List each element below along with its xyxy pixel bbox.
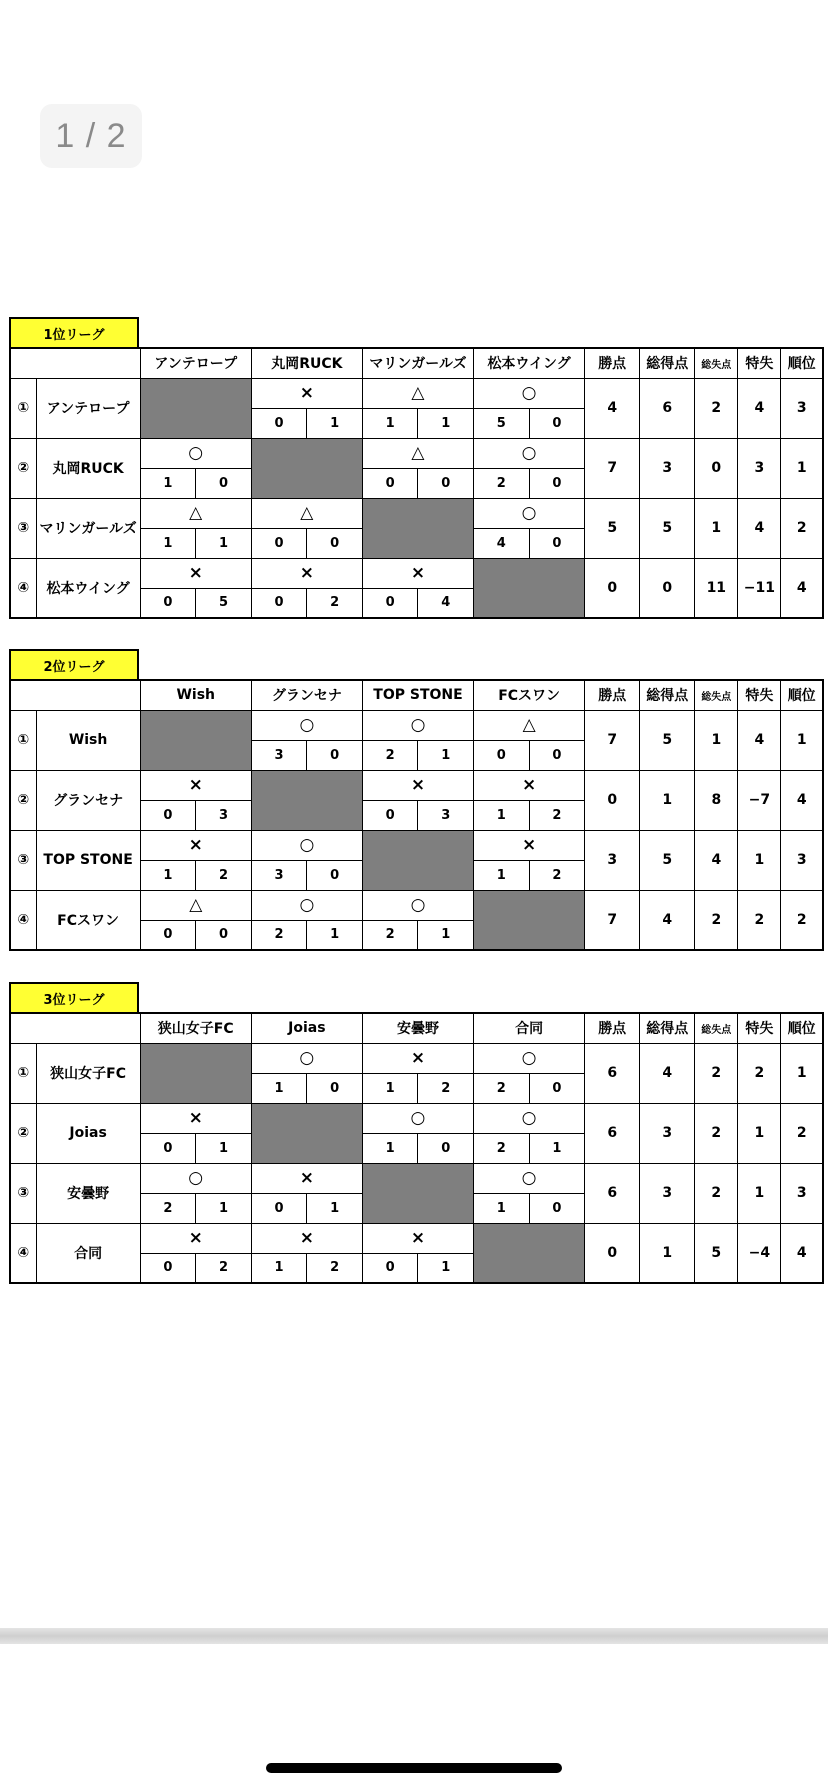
team-header: TOP STONE bbox=[362, 680, 473, 710]
goals-for: 0 bbox=[251, 528, 307, 558]
goals-for: 0 bbox=[140, 920, 196, 950]
league-2nd bbox=[9, 649, 824, 951]
team-name: マリンガールズ bbox=[36, 498, 140, 558]
result-symbol: × bbox=[362, 770, 473, 800]
stat-value: 4 bbox=[738, 378, 781, 438]
goals-against: 3 bbox=[196, 800, 252, 830]
league-title: 2位リーグ bbox=[9, 649, 139, 679]
league-table bbox=[9, 347, 824, 619]
row-number: ① bbox=[10, 378, 36, 438]
result-symbol: △ bbox=[251, 498, 362, 528]
stat-value: 1 bbox=[781, 710, 823, 770]
team-row bbox=[10, 830, 823, 860]
goals-against: 2 bbox=[529, 800, 585, 830]
stat-value: 0 bbox=[585, 770, 640, 830]
goals-against: 1 bbox=[418, 408, 474, 438]
goals-for: 4 bbox=[474, 528, 530, 558]
stat-value: 6 bbox=[585, 1103, 640, 1163]
self-match-cell bbox=[474, 558, 585, 618]
league-table bbox=[9, 679, 824, 951]
result-symbol: ○ bbox=[251, 710, 362, 740]
stat-value: 0 bbox=[585, 1223, 640, 1283]
result-symbol: ○ bbox=[251, 1043, 362, 1073]
goals-against: 3 bbox=[418, 800, 474, 830]
stat-value: 2 bbox=[695, 378, 738, 438]
team-name: 松本ウイング bbox=[36, 558, 140, 618]
result-symbol: × bbox=[251, 1163, 362, 1193]
goals-against: 1 bbox=[529, 1133, 585, 1163]
result-symbol: △ bbox=[362, 438, 473, 468]
result-symbol: × bbox=[251, 558, 362, 588]
goals-for: 0 bbox=[362, 588, 418, 618]
stat-value: 5 bbox=[695, 1223, 738, 1283]
goals-for: 1 bbox=[474, 800, 530, 830]
league-table bbox=[9, 1012, 824, 1284]
team-header: 丸岡RUCK bbox=[251, 348, 362, 378]
stat-value: 3 bbox=[585, 830, 640, 890]
row-number: ② bbox=[10, 770, 36, 830]
stat-value: −4 bbox=[738, 1223, 781, 1283]
goals-for: 1 bbox=[362, 408, 418, 438]
row-number: ② bbox=[10, 438, 36, 498]
goals-for: 1 bbox=[362, 1133, 418, 1163]
stat-value: 5 bbox=[585, 498, 640, 558]
row-number: ③ bbox=[10, 1163, 36, 1223]
goals-for: 2 bbox=[474, 1073, 530, 1103]
stat-value: 4 bbox=[640, 890, 695, 950]
corner-cell bbox=[10, 348, 140, 378]
row-number: ④ bbox=[10, 558, 36, 618]
goals-against: 0 bbox=[196, 920, 252, 950]
result-symbol: △ bbox=[140, 498, 251, 528]
stat-value: 7 bbox=[585, 710, 640, 770]
stat-value: 11 bbox=[695, 558, 738, 618]
stat-value: −7 bbox=[738, 770, 781, 830]
header-row bbox=[10, 680, 823, 710]
result-symbol: × bbox=[140, 770, 251, 800]
goals-for: 2 bbox=[362, 920, 418, 950]
self-match-cell bbox=[474, 1223, 585, 1283]
goals-against: 1 bbox=[196, 1133, 252, 1163]
stat-value: 1 bbox=[781, 1043, 823, 1103]
stat-value: 6 bbox=[585, 1043, 640, 1103]
goals-against: 0 bbox=[307, 740, 363, 770]
stat-header: 総得点 bbox=[640, 1013, 695, 1043]
stat-value: 6 bbox=[585, 1163, 640, 1223]
goals-against: 2 bbox=[307, 588, 363, 618]
team-header: Wish bbox=[140, 680, 251, 710]
goals-for: 0 bbox=[362, 800, 418, 830]
stat-value: 2 bbox=[781, 498, 823, 558]
team-row bbox=[10, 438, 823, 468]
stat-header: 順位 bbox=[781, 348, 823, 378]
team-row bbox=[10, 1163, 823, 1193]
stat-header: 順位 bbox=[781, 1013, 823, 1043]
result-symbol: × bbox=[362, 1223, 473, 1253]
corner-cell bbox=[10, 680, 140, 710]
stat-value: 4 bbox=[695, 830, 738, 890]
team-header: 合同 bbox=[474, 1013, 585, 1043]
goals-for: 1 bbox=[140, 860, 196, 890]
team-name: 安曇野 bbox=[36, 1163, 140, 1223]
team-header: Joias bbox=[251, 1013, 362, 1043]
row-number: ④ bbox=[10, 1223, 36, 1283]
team-row bbox=[10, 1223, 823, 1253]
stat-value: 2 bbox=[738, 890, 781, 950]
goals-against: 0 bbox=[529, 408, 585, 438]
team-header: 安曇野 bbox=[362, 1013, 473, 1043]
stat-header: 総得点 bbox=[640, 348, 695, 378]
result-symbol: × bbox=[474, 830, 585, 860]
self-match-cell bbox=[140, 1043, 251, 1103]
result-symbol: × bbox=[251, 378, 362, 408]
goals-for: 2 bbox=[362, 740, 418, 770]
goals-against: 2 bbox=[418, 1073, 474, 1103]
self-match-cell bbox=[362, 1163, 473, 1223]
stat-value: 2 bbox=[695, 1043, 738, 1103]
goals-against: 2 bbox=[529, 860, 585, 890]
stat-value: 2 bbox=[781, 890, 823, 950]
header-row bbox=[10, 1013, 823, 1043]
stat-header: 勝点 bbox=[585, 348, 640, 378]
goals-against: 2 bbox=[196, 860, 252, 890]
stat-value: 7 bbox=[585, 890, 640, 950]
result-symbol: × bbox=[474, 770, 585, 800]
result-symbol: ○ bbox=[362, 890, 473, 920]
stat-value: 4 bbox=[640, 1043, 695, 1103]
result-symbol: ○ bbox=[474, 438, 585, 468]
goals-for: 1 bbox=[474, 860, 530, 890]
goals-against: 0 bbox=[529, 740, 585, 770]
result-symbol: × bbox=[140, 558, 251, 588]
goals-for: 5 bbox=[474, 408, 530, 438]
goals-against: 0 bbox=[307, 1073, 363, 1103]
goals-against: 4 bbox=[418, 588, 474, 618]
stat-value: 1 bbox=[640, 770, 695, 830]
self-match-cell bbox=[140, 378, 251, 438]
result-symbol: △ bbox=[362, 378, 473, 408]
stat-header: 特失 bbox=[738, 1013, 781, 1043]
goals-against: 1 bbox=[307, 1193, 363, 1223]
row-number: ③ bbox=[10, 830, 36, 890]
stat-value: 2 bbox=[738, 1043, 781, 1103]
league-3rd bbox=[9, 982, 824, 1284]
goals-for: 2 bbox=[474, 1133, 530, 1163]
self-match-cell bbox=[362, 498, 473, 558]
result-symbol: ○ bbox=[474, 1043, 585, 1073]
result-symbol: ○ bbox=[474, 1163, 585, 1193]
goals-against: 1 bbox=[418, 740, 474, 770]
goals-against: 0 bbox=[418, 1133, 474, 1163]
stat-value: 3 bbox=[738, 438, 781, 498]
team-row bbox=[10, 558, 823, 588]
stat-value: 2 bbox=[695, 890, 738, 950]
result-symbol: ○ bbox=[474, 1103, 585, 1133]
team-name: 狭山女子FC bbox=[36, 1043, 140, 1103]
row-number: ③ bbox=[10, 498, 36, 558]
result-symbol: ○ bbox=[251, 890, 362, 920]
stat-value: 4 bbox=[781, 558, 823, 618]
stat-value: 0 bbox=[640, 558, 695, 618]
row-number: ② bbox=[10, 1103, 36, 1163]
stat-header: 勝点 bbox=[585, 1013, 640, 1043]
result-symbol: ○ bbox=[140, 1163, 251, 1193]
goals-for: 1 bbox=[140, 468, 196, 498]
corner-cell bbox=[10, 1013, 140, 1043]
stat-value: 1 bbox=[738, 1103, 781, 1163]
result-symbol: × bbox=[140, 1103, 251, 1133]
result-symbol: ○ bbox=[362, 710, 473, 740]
team-row bbox=[10, 1043, 823, 1073]
goals-for: 0 bbox=[251, 408, 307, 438]
stat-value: 4 bbox=[781, 770, 823, 830]
team-row bbox=[10, 890, 823, 920]
goals-for: 0 bbox=[362, 468, 418, 498]
self-match-cell bbox=[140, 710, 251, 770]
stat-value: 6 bbox=[640, 378, 695, 438]
result-symbol: ○ bbox=[474, 498, 585, 528]
stat-header: 総失点 bbox=[695, 348, 738, 378]
stat-value: 1 bbox=[738, 830, 781, 890]
goals-for: 2 bbox=[474, 468, 530, 498]
team-header: アンテロープ bbox=[140, 348, 251, 378]
result-symbol: ○ bbox=[251, 830, 362, 860]
stat-value: 3 bbox=[781, 1163, 823, 1223]
row-number: ④ bbox=[10, 890, 36, 950]
goals-against: 1 bbox=[196, 528, 252, 558]
goals-for: 2 bbox=[140, 1193, 196, 1223]
goals-for: 2 bbox=[251, 920, 307, 950]
result-symbol: △ bbox=[140, 890, 251, 920]
goals-for: 0 bbox=[251, 1193, 307, 1223]
stat-value: 3 bbox=[640, 1163, 695, 1223]
goals-against: 0 bbox=[307, 528, 363, 558]
team-header: グランセナ bbox=[251, 680, 362, 710]
stat-header: 順位 bbox=[781, 680, 823, 710]
stat-value: 4 bbox=[738, 498, 781, 558]
stat-value: 1 bbox=[640, 1223, 695, 1283]
team-name: 丸岡RUCK bbox=[36, 438, 140, 498]
row-number: ① bbox=[10, 1043, 36, 1103]
stat-value: 3 bbox=[640, 438, 695, 498]
result-symbol: × bbox=[251, 1223, 362, 1253]
goals-for: 0 bbox=[474, 740, 530, 770]
team-name: FCスワン bbox=[36, 890, 140, 950]
goals-against: 1 bbox=[196, 1193, 252, 1223]
goals-for: 3 bbox=[251, 860, 307, 890]
result-symbol: × bbox=[362, 1043, 473, 1073]
stat-value: −11 bbox=[738, 558, 781, 618]
league-title: 1位リーグ bbox=[9, 317, 139, 347]
team-row bbox=[10, 710, 823, 740]
result-symbol: ○ bbox=[474, 378, 585, 408]
goals-against: 0 bbox=[418, 468, 474, 498]
stat-value: 3 bbox=[781, 378, 823, 438]
result-symbol: ○ bbox=[140, 438, 251, 468]
goals-against: 0 bbox=[307, 860, 363, 890]
goals-against: 2 bbox=[196, 1253, 252, 1283]
goals-for: 1 bbox=[251, 1073, 307, 1103]
stat-header: 特失 bbox=[738, 680, 781, 710]
stat-value: 5 bbox=[640, 710, 695, 770]
horizontal-scrollbar[interactable] bbox=[0, 1628, 828, 1644]
team-name: アンテロープ bbox=[36, 378, 140, 438]
goals-against: 2 bbox=[307, 1253, 363, 1283]
header-row bbox=[10, 348, 823, 378]
result-symbol: × bbox=[140, 830, 251, 860]
team-row bbox=[10, 498, 823, 528]
stat-value: 5 bbox=[640, 830, 695, 890]
goals-against: 1 bbox=[307, 920, 363, 950]
goals-for: 1 bbox=[140, 528, 196, 558]
result-symbol: ○ bbox=[362, 1103, 473, 1133]
stat-header: 総失点 bbox=[695, 680, 738, 710]
stat-value: 0 bbox=[585, 558, 640, 618]
result-symbol: × bbox=[362, 558, 473, 588]
goals-against: 5 bbox=[196, 588, 252, 618]
team-row bbox=[10, 378, 823, 408]
stat-value: 4 bbox=[781, 1223, 823, 1283]
team-name: 合同 bbox=[36, 1223, 140, 1283]
goals-for: 0 bbox=[140, 1133, 196, 1163]
goals-for: 0 bbox=[362, 1253, 418, 1283]
home-indicator[interactable] bbox=[266, 1763, 562, 1773]
goals-against: 0 bbox=[529, 1193, 585, 1223]
stat-header: 特失 bbox=[738, 348, 781, 378]
stat-value: 7 bbox=[585, 438, 640, 498]
goals-against: 0 bbox=[529, 528, 585, 558]
goals-for: 1 bbox=[251, 1253, 307, 1283]
stat-value: 8 bbox=[695, 770, 738, 830]
page-indicator: 1 / 2 bbox=[40, 104, 142, 168]
league-1st bbox=[9, 317, 824, 619]
self-match-cell bbox=[251, 438, 362, 498]
self-match-cell bbox=[251, 1103, 362, 1163]
goals-against: 1 bbox=[307, 408, 363, 438]
goals-for: 0 bbox=[140, 1253, 196, 1283]
goals-against: 0 bbox=[529, 468, 585, 498]
team-name: TOP STONE bbox=[36, 830, 140, 890]
goals-for: 3 bbox=[251, 740, 307, 770]
stat-value: 3 bbox=[640, 1103, 695, 1163]
stat-value: 4 bbox=[738, 710, 781, 770]
self-match-cell bbox=[474, 890, 585, 950]
team-name: Wish bbox=[36, 710, 140, 770]
stat-header: 勝点 bbox=[585, 680, 640, 710]
row-number: ① bbox=[10, 710, 36, 770]
stat-value: 1 bbox=[738, 1163, 781, 1223]
goals-against: 1 bbox=[418, 920, 474, 950]
result-symbol: × bbox=[140, 1223, 251, 1253]
goals-against: 0 bbox=[196, 468, 252, 498]
self-match-cell bbox=[251, 770, 362, 830]
stat-value: 5 bbox=[640, 498, 695, 558]
stat-value: 2 bbox=[695, 1103, 738, 1163]
stat-value: 4 bbox=[585, 378, 640, 438]
stat-header: 総失点 bbox=[695, 1013, 738, 1043]
goals-for: 0 bbox=[140, 588, 196, 618]
stat-value: 2 bbox=[781, 1103, 823, 1163]
stat-value: 1 bbox=[695, 710, 738, 770]
team-name: Joias bbox=[36, 1103, 140, 1163]
self-match-cell bbox=[362, 830, 473, 890]
team-header: 松本ウイング bbox=[474, 348, 585, 378]
goals-against: 0 bbox=[529, 1073, 585, 1103]
result-symbol: △ bbox=[474, 710, 585, 740]
goals-against: 1 bbox=[418, 1253, 474, 1283]
team-header: マリンガールズ bbox=[362, 348, 473, 378]
stat-value: 0 bbox=[695, 438, 738, 498]
team-header: 狭山女子FC bbox=[140, 1013, 251, 1043]
goals-for: 1 bbox=[362, 1073, 418, 1103]
stat-value: 1 bbox=[781, 438, 823, 498]
stat-value: 2 bbox=[695, 1163, 738, 1223]
league-title: 3位リーグ bbox=[9, 982, 139, 1012]
goals-for: 0 bbox=[140, 800, 196, 830]
team-header: FCスワン bbox=[474, 680, 585, 710]
team-row bbox=[10, 770, 823, 800]
stat-value: 1 bbox=[695, 498, 738, 558]
team-row bbox=[10, 1103, 823, 1133]
stat-value: 3 bbox=[781, 830, 823, 890]
stat-header: 総得点 bbox=[640, 680, 695, 710]
goals-for: 1 bbox=[474, 1193, 530, 1223]
team-name: グランセナ bbox=[36, 770, 140, 830]
goals-for: 0 bbox=[251, 588, 307, 618]
